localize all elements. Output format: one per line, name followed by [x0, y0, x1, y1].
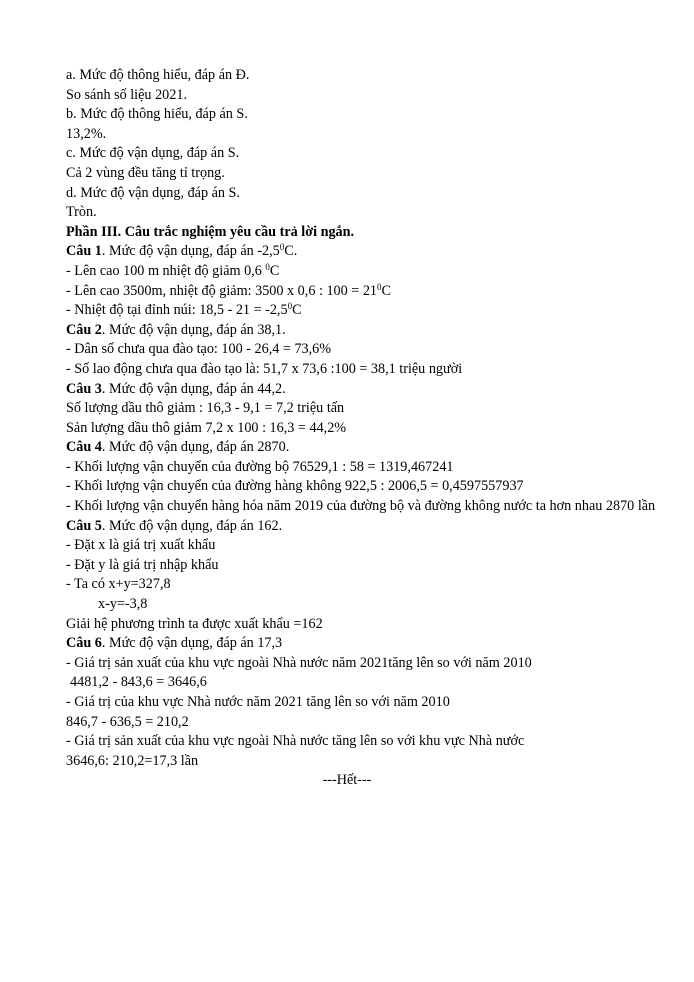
- q4-label: Câu 4: [66, 439, 102, 456]
- q3-line-1: Số lượng dầu thô giảm : 16,3 - 9,1 = 7,2 triệu tấn: [66, 400, 345, 417]
- q1-header: [66, 242, 656, 262]
- q1-line-1-text: - Lên cao 100 m nhiệt độ giảm 0,6: [66, 262, 266, 279]
- q6-line-5: - Giá trị sản xuất của khu vực ngoài Nhà nước tăng lên so với khu vực Nhà nước: [66, 733, 525, 750]
- q5-line-2: - Đặt y là giá trị nhập khẩu: [66, 556, 219, 573]
- q1-line-3-text: - Nhiệt độ tại đỉnh núi: 18,5 - 21 = -2,5: [66, 302, 288, 319]
- q1-line-3-degree: 0: [287, 301, 293, 312]
- q3-head-text: . Mức độ vận dụng, đáp án 44,2.: [101, 380, 286, 397]
- q6-line-2: 4481,2 - 843,6 = 3646,6: [70, 674, 207, 691]
- q2-line-1: - Dân số chưa qua đào tạo: 100 - 26,4 = 73,6%: [66, 341, 332, 358]
- q3-header: [66, 380, 656, 400]
- q4-line-2: - Khối lượng vận chuyển của đường hàng không 922,5 : 2006,5 = 0,4597557937: [66, 478, 524, 495]
- part3-heading-text: Phần III. Câu trắc nghiệm yêu cầu trả lời ngắn.: [66, 223, 355, 240]
- q1-line-1-degree: 0: [265, 261, 270, 272]
- q1-head-text: . Mức độ vận dụng, đáp án -2,5: [101, 243, 280, 260]
- q6-label: Câu 6: [66, 635, 102, 652]
- end-mark: ---Hết---: [322, 772, 372, 789]
- q1-line-2-text: - Lên cao 3500m, nhiệt độ giảm: 3500 x 0,6 : 100 = 21: [66, 282, 378, 299]
- q2-head-text: . Mức độ vận dụng, đáp án 38,1.: [101, 321, 286, 338]
- q6-line-4: 846,7 - 636,5 = 210,2: [66, 713, 189, 730]
- q6-line-3: - Giá trị của khu vực Nhà nước năm 2021 tăng lên so với năm 2010: [66, 694, 450, 710]
- q5-label: Câu 5: [66, 517, 102, 534]
- q4-head-text: . Mức độ vận dụng, đáp án 2870.: [101, 439, 290, 456]
- q3-line-2: Sản lượng dầu thô giảm 7,2 x 100 : 16,3 = 44,2%: [66, 419, 347, 436]
- q5-line-5: Giải hệ phương trình ta được xuất khẩu =162: [66, 615, 323, 632]
- q5-line-3: - Ta có x+y=327,8: [66, 576, 171, 593]
- q2-label: Câu 2: [66, 321, 102, 338]
- q2-line-2: - Số lao động chưa qua đào tạo là: 51,7 x 73,6 :100 = 38,1 triệu người: [66, 360, 463, 377]
- q1-line-2-unit: C: [381, 282, 391, 299]
- q6-line-6: 3646,6: 210,2=17,3 lần: [66, 752, 199, 769]
- q1-line-2-degree: 0: [377, 281, 382, 292]
- q5-line-1: - Đặt x là giá trị xuất khẩu: [66, 537, 216, 554]
- q5-line-4: x-y=-3,8: [98, 596, 148, 613]
- q6-header: [66, 634, 656, 654]
- part2-b-level: b. Mức độ thông hiểu, đáp án S.: [66, 106, 248, 123]
- answer-key-body: [66, 66, 656, 791]
- q3-label: Câu 3: [66, 380, 102, 397]
- q2-header: [66, 321, 656, 341]
- q4-line-1: - Khối lượng vận chuyển của đường bộ 76529,1 : 58 = 1319,467241: [66, 458, 454, 475]
- q5-header: [66, 517, 656, 537]
- part2-d-note: Tròn.: [66, 204, 97, 221]
- q1-line-1-unit: C: [269, 262, 280, 279]
- q1-label: Câu 1: [66, 243, 102, 260]
- part2-a-level: a. Mức độ thông hiểu, đáp án Đ.: [66, 67, 250, 83]
- q1-line-1: [66, 262, 656, 282]
- q1-head-degree: 0: [279, 242, 285, 253]
- q4-line-3: - Khối lượng vận chuyển hàng hóa năm 2019 của đường bộ và đường không nước ta hơn nhau 2870 lần: [66, 498, 656, 515]
- q5-head-text: . Mức độ vận dụng, đáp án 162.: [101, 517, 283, 534]
- q4-header: [66, 438, 656, 458]
- q6-line-1: - Giá trị sản xuất của khu vực ngoài Nhà nước năm 2021tăng lên so với năm 2010: [66, 654, 532, 671]
- part2-a-note: So sánh số liệu 2021.: [66, 86, 187, 103]
- part2-c-level: c. Mức độ vận dụng, đáp án S.: [66, 145, 240, 162]
- part2-d-level: d. Mức độ vận dụng, đáp án S.: [66, 184, 240, 201]
- part2-b-note: 13,2%.: [66, 125, 107, 142]
- q1-line-3: [66, 301, 656, 321]
- part3-heading: [66, 223, 656, 243]
- q1-head-unit: C.: [284, 243, 298, 260]
- q1-line-3-unit: C: [292, 302, 302, 319]
- q6-head-text: . Mức độ vận dụng, đáp án 17,3: [101, 635, 283, 652]
- q1-line-2: [66, 282, 656, 302]
- part2-c-note: Cả 2 vùng đều tăng tỉ trọng.: [66, 164, 225, 181]
